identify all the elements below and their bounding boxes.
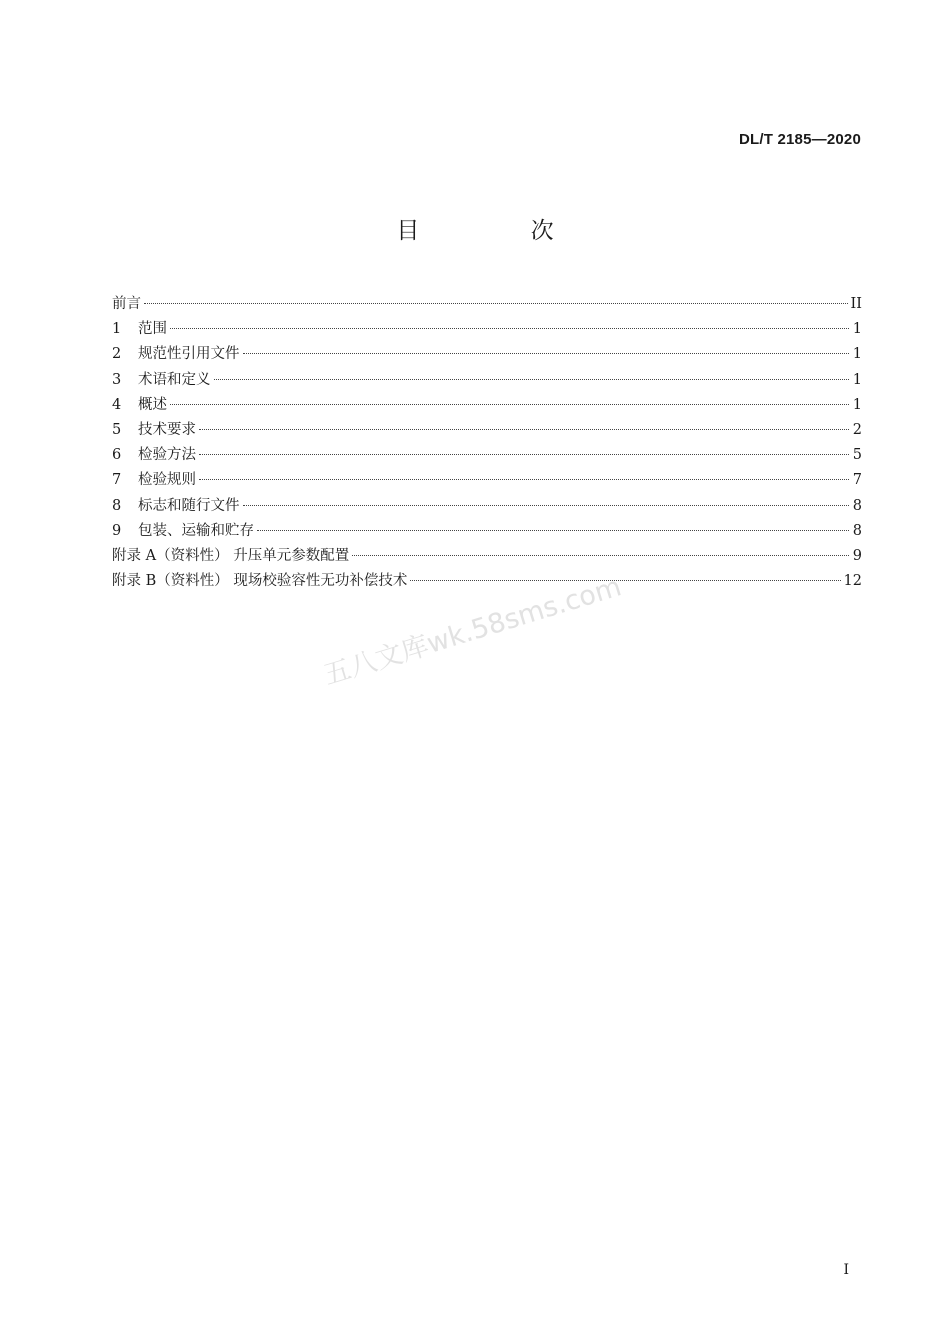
toc-dot-leader [170,404,849,405]
toc-entry[interactable] [112,418,862,443]
toc-dot-leader [199,429,849,430]
toc-entry[interactable] [112,393,862,418]
toc-entry-number: 6 [112,447,122,464]
toc-entry[interactable] [112,443,862,468]
toc-entry[interactable] [112,342,862,367]
toc-entry-number: 7 [112,472,122,489]
toc-dot-leader [199,479,849,480]
toc-entry-label: 标志和随行文件 [138,497,240,514]
toc-entry-page: 1 [852,396,862,413]
toc-entry-page: 5 [852,447,862,464]
toc-entry-page: II [850,296,862,312]
toc-entry-label: 规范性引用文件 [138,346,240,363]
toc-entry-page: 2 [852,421,862,438]
toc-dot-leader [243,353,850,354]
toc-entry-page: 1 [852,321,862,338]
toc-entry-label: 技术要求 [138,421,196,438]
toc-entry-page: 9 [852,547,862,564]
toc-entry[interactable] [112,368,862,393]
watermark: 五八文库wk.58sms.com [320,571,625,692]
toc-entry-label: 附录 B（资料性） 现场校验容性无功补偿技术 [112,573,408,590]
toc-dot-leader [243,505,850,506]
toc-entry-page: 8 [852,522,862,539]
toc-entry-label: 包装、运输和贮存 [138,522,254,539]
toc-entry-label: 范围 [138,321,167,338]
toc-entry[interactable] [112,468,862,493]
toc-entry-number: 2 [112,346,122,363]
toc-entry-label: 术语和定义 [138,371,211,388]
toc-entry-number: 5 [112,421,122,438]
toc-dot-leader [257,530,849,531]
toc-entry-number: 1 [112,321,122,338]
toc-entry-label: 检验方法 [138,447,196,464]
page-number: I [843,1262,849,1278]
toc-dot-leader [144,303,848,304]
toc-dot-leader [170,328,849,329]
toc-entry[interactable] [112,494,862,519]
toc-entry-label: 检验规则 [138,472,196,489]
toc-entry-label: 概述 [138,396,167,413]
toc-dot-leader [214,379,850,380]
toc-entry-page: 7 [852,472,862,489]
toc-dot-leader [352,555,849,556]
toc-entry-page: 12 [843,573,862,590]
toc-entry-page: 8 [852,497,862,514]
toc-entry-number: 8 [112,497,122,514]
page-title: 目 次 [396,218,606,244]
toc-entry[interactable] [112,317,862,342]
toc-entry[interactable] [112,292,862,317]
toc-entry-number: 9 [112,522,122,539]
standard-number: DL/T 2185—2020 [738,131,861,148]
toc-entry[interactable] [112,519,862,544]
toc-dot-leader [410,580,840,581]
toc-entry-page: 1 [852,371,862,388]
table-of-contents [112,292,862,594]
toc-entry-label: 前言 [112,296,141,312]
toc-entry-number: 4 [112,396,122,413]
toc-entry-page: 1 [852,346,862,363]
toc-entry-number: 3 [112,371,122,388]
toc-dot-leader [199,454,849,455]
toc-entry[interactable] [112,569,862,594]
toc-entry[interactable] [112,544,862,569]
toc-entry-label: 附录 A（资料性） 升压单元参数配置 [112,547,350,564]
